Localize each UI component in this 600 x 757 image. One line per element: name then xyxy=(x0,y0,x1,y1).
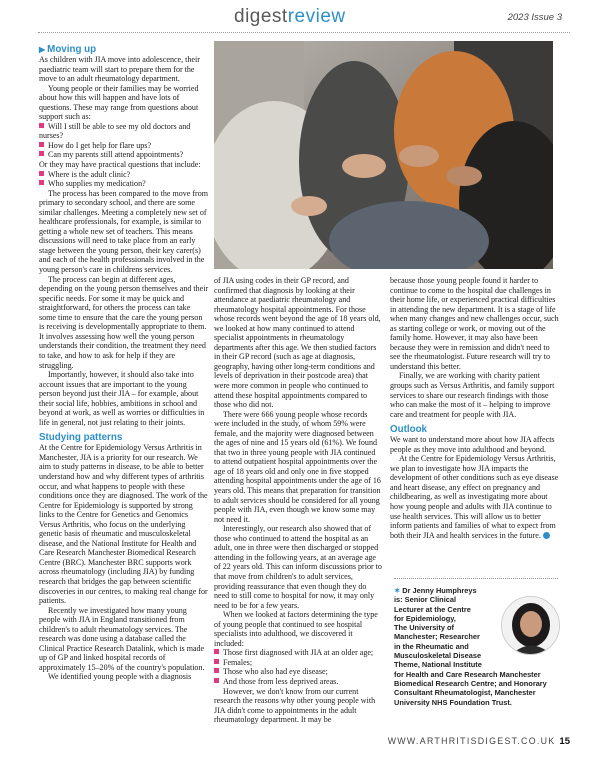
footer-url: WWW.ARTHRITISDIGEST.CO.UK xyxy=(387,736,556,746)
arrow-right-icon: ▶ xyxy=(39,45,46,54)
bio-text-short: ✶ Dr Jenny Humphreys is: Senior Clinical Lecturer at the Centre for Epidemiology, The University of Manchester; Researcher in the Rheumatic and Musculoskeletal Disease Theme, National Institute xyxy=(394,586,492,670)
header-divider xyxy=(38,32,570,33)
paragraph: Or they may have practical questions that include: xyxy=(39,160,201,170)
author-portrait xyxy=(502,597,560,655)
paragraph: The process can begin at different ages, depending on the young person themselves and their specific needs. For some it may be quick and straightforward, for others the process can take some time to ensure that the care the young person is receiving is developmentally appropriate to them. It involves assessing how well the young person understands their condition, the treatment they need to take, and how to ask for help if they are struggling. xyxy=(39,274,209,370)
issue-label: 2023 Issue 3 xyxy=(507,12,562,23)
bullet-icon xyxy=(39,180,44,185)
page-number: 15 xyxy=(559,736,570,747)
paragraph: We want to understand more about how JIA affects people as they move into adulthood and beyond. xyxy=(390,435,555,454)
column-1 xyxy=(39,44,209,682)
bullet-item: Those first diagnosed with JIA at an older age; xyxy=(214,648,382,658)
paragraph: When we looked at factors determining the type of young people that continued to see hospital specialists into adulthood, we discovered it included: xyxy=(214,610,378,648)
bullet-icon xyxy=(39,142,44,147)
bullet-item: Will I still be able to see my old doctors and nurses? xyxy=(39,121,191,141)
end-mark-icon xyxy=(543,532,550,539)
paragraph: Finally, we are working with charity patient groups such as Versus Arthritis, and family support services to share our research findings with those who can make the most of it – helping to improve care and treatment for people with JIA. xyxy=(390,371,555,419)
page-header xyxy=(0,0,600,30)
bullet-icon xyxy=(214,659,219,664)
bullet-icon xyxy=(39,171,44,176)
bullet-icon xyxy=(39,123,44,128)
paragraph: However, we don't know from our current research the reasons why other young people with JIA didn't come to appointments in the adult rheumatology department. It may be xyxy=(214,686,376,725)
paragraph: Interestingly, our research also showed that of those who continued to attend the hospital as an adult, one in three were then discharged or stopped attending in the following years, at an average age of 22 years old. This can inform discussions prior to that move from children's to adult services, providing reassurance that even though they do need to still come to hospital for now, it may only need to be for a few years. xyxy=(214,524,382,610)
paragraph: Importantly, however, it should also take into account issues that are important to the young person beyond just their JIA – for example, about their social life, hobbies, ambitions in school and beyond at work, as well as worries or difficulties in life in general, not just relating to their joints. xyxy=(39,370,205,427)
paragraph: Recently we investigated how many young people with JIA in England transitioned from children's to adult rheumatology services. The research was done using a database called the Clinical Practice Research Datalink, which is made up of GP and linked hospital records of approximately 15–20% of the country's population. xyxy=(39,605,205,672)
brand-title: digestreview xyxy=(234,6,346,27)
section-heading-outlook: Outlook xyxy=(390,424,428,436)
author-avatar xyxy=(501,596,560,655)
author-name: ✶ Dr Jenny Humphreys xyxy=(394,586,477,595)
column-2 xyxy=(214,276,382,725)
photo-illustration xyxy=(214,41,553,269)
bullet-item: Those who also had eye disease; xyxy=(214,667,382,677)
bullet-icon xyxy=(214,649,219,654)
bullet-icon xyxy=(214,668,219,673)
paragraph: We identified young people with a diagnosis xyxy=(48,672,192,682)
paragraph: Young people or their families may be worried about how this will happen and have lots of questions. These may range from questions about support such as: xyxy=(39,83,199,122)
paragraph: At the Centre for Epidemiology Versus Arthritis in Manchester, JIA is a priority for our research. We aim to study patterns in disease, to be able to better understand how and why different types of arthritis occur, and what happens to people with these conditions once they are diagnosed. The work of the Centre for Epidemiology is supported by strong links to the Centre for Genetics and Genomics Versus Arthritis, who focus on the underlying genetic basis of rheumatic and musculoskeletal disease, and the National Institute for Health and Care Research Manchester Biomedical Research Centre (BRC). Manchester BRC supports work across rheumatology (including JIA) by funding research that bridges the gap between scientific discoveries in our centres, to making real change for patients. xyxy=(39,443,208,606)
section-heading-moving-up: ▶ Moving up xyxy=(39,44,97,55)
page-footer xyxy=(388,736,570,747)
column-3 xyxy=(390,276,560,540)
paragraph: of JIA using codes in their GP record, and confirmed that diagnosis by looking at their attendance at paediatric rheumatology and rheumatology hospital appointments. For those whose records went beyond the age of 18 years old, we looked at how many continued to attend specialist appointments in rheumatology departments after this age. We then studied factors in their GP record (such as age at diagnosis, geography, having other long-term conditions and levels of deprivation in their postcode area) that were more common in people who continued to attend these hospital appointments compared to those who did not. xyxy=(214,276,381,410)
bullet-item: Where is the adult clinic? xyxy=(39,170,209,180)
paragraph: There were 666 young people whose records were included in the study, of whom 59% were female, and the majority were diagnosed between the ages of nine and 15 years old (61%). We found that two in three young people with JIA continued to attend outpatient hospital appointments over the age of 18 years old and only one in five stopped attending hospital appointments under the age of 16 years old. This means that preparation for transition to adult services should be considered for all young people with JIA, even though we know some may not need it. xyxy=(214,409,381,524)
bullet-item: Can my parents still attend appointments? xyxy=(39,150,209,160)
star-icon: ✶ xyxy=(394,586,401,595)
group-discussion-photo xyxy=(214,41,553,269)
paragraph: because those young people found it harder to continue to come to the hospital due challenges in their home life, or experienced practical difficulties in attending the new department. It is a stage of life when many changes and new challenges occur, such as starting college or work, or moving out of the family home. However, it may also have been because they were in remission and didn't need to see the rheumatologist. Future research will try to understand this better. xyxy=(390,276,559,371)
bullet-item: Who supplies my medication? xyxy=(39,179,209,189)
bullet-icon xyxy=(39,151,44,156)
bullet-item: How do I get help for flare ups? xyxy=(39,141,209,151)
paragraph: The process has been compared to the move from primary to secondary school, and there are some similar challenges. Meeting a completely new set of healthcare professionals, for example, is similar to getting a whole new set of teachers. This means discussions will need to take place from an early stage between the young person, their key carer(s) and each of the health professionals involved in the young person's care in childrens services. xyxy=(39,188,208,275)
paragraph: As children with JIA move into adolescence, their paediatric team will start to prepare them for the move to an adult rheumatology department. xyxy=(39,55,200,84)
bullet-item: And those from less deprived areas. xyxy=(214,677,382,687)
bio-divider xyxy=(394,578,558,579)
section-heading-studying-patterns: Studying patterns xyxy=(39,432,123,444)
bio-text-rest: for Health and Care Research Manchester Biomedical Research Centre; and Honorary Consultant Rheumatologist, Manchester University NHS Foundation Trust. xyxy=(394,669,547,707)
paragraph: At the Centre for Epidemiology Versus Arthritis, we plan to investigate how JIA impacts the development of other conditions such as eye disease and heart disease, any effect on pregnancy and childbearing, as well as investigating more about how young people and adults with JIA continue to use health services. This will allow us to better inform patients and families of what to expect from both their JIA and health services in the future. xyxy=(390,454,559,540)
bullet-item: Females; xyxy=(214,658,382,668)
bullet-icon xyxy=(214,678,219,683)
